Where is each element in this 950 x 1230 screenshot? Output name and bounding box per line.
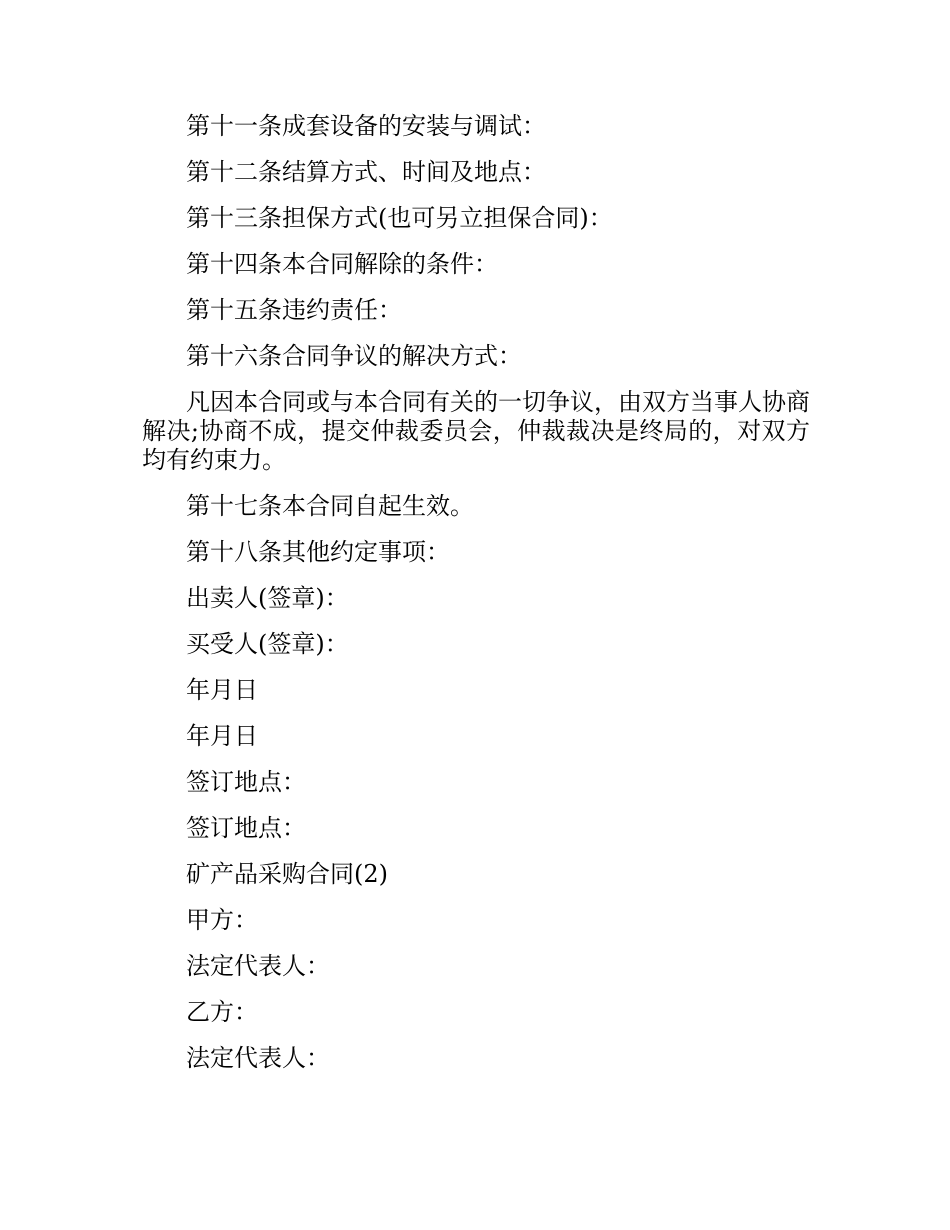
dispute-resolution-text: 凡因本合同或与本合同有关的一切争议，由双方当事人协商解决;协商不成，提交仲裁委员会，仲裁裁决是终局的，对双方均有约束力。 bbox=[142, 388, 810, 474]
clause-12: 第十二条结算方式、时间及地点： bbox=[186, 158, 546, 186]
clause-14: 第十四条本合同解除的条件： bbox=[186, 250, 498, 278]
clause-11: 第十一条成套设备的安装与调试： bbox=[186, 112, 546, 140]
buyer-date-line: 年月日 bbox=[186, 722, 258, 750]
seller-date-line: 年月日 bbox=[186, 676, 258, 704]
party-b-line: 乙方： bbox=[186, 998, 258, 1026]
buyer-signing-place: 签订地点： bbox=[186, 814, 306, 842]
contract-title: 矿产品采购合同(2) bbox=[186, 860, 388, 888]
clause-16: 第十六条合同争议的解决方式： bbox=[186, 342, 522, 370]
seller-signature-line: 出卖人(签章)： bbox=[186, 584, 349, 612]
clause-13: 第十三条担保方式(也可另立担保合同)： bbox=[186, 204, 613, 232]
buyer-signature-line: 买受人(签章)： bbox=[186, 630, 349, 658]
document-body bbox=[142, 112, 810, 1090]
party-b-representative-line: 法定代表人： bbox=[186, 1044, 330, 1072]
clause-15: 第十五条违约责任： bbox=[186, 296, 402, 324]
party-a-representative-line: 法定代表人： bbox=[186, 952, 330, 980]
seller-signing-place: 签订地点： bbox=[186, 768, 306, 796]
clause-18: 第十八条其他约定事项： bbox=[186, 538, 450, 566]
party-a-line: 甲方： bbox=[186, 906, 258, 934]
clause-17: 第十七条本合同自起生效。 bbox=[186, 492, 474, 520]
